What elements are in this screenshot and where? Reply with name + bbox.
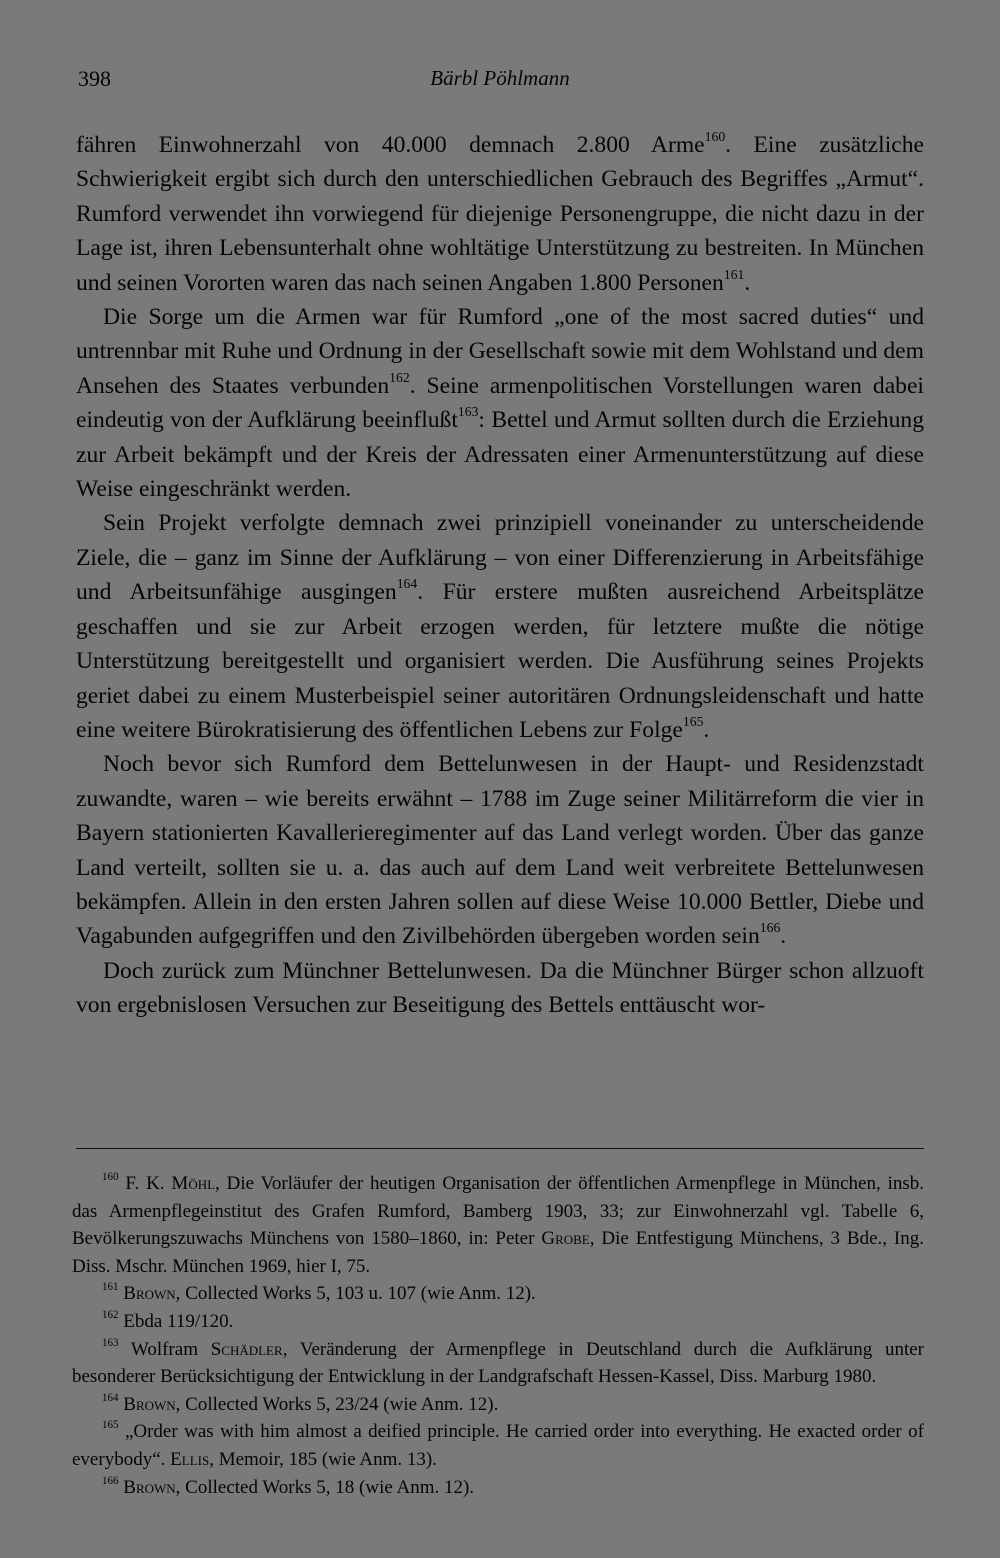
footnote-text: , Collected Works 5, 18 (wie Anm. 12). — [175, 1476, 475, 1498]
paragraph-4 — [76, 747, 924, 953]
footnote-text: , Die Vorläufer der heutigen Organisation der öffentlichen Armenpflege in München, insb. das Armenpflegeinstitut des Grafen Rumford, Bamberg 1903, 33; zur Einwohnerzahl vgl. Tabelle 6, Bevölkerungszuwachs Münchens von 1580–1860, in: Peter — [72, 1173, 924, 1250]
footnote-text: , Collected Works 5, 23/24 (wie Anm. 12). — [175, 1393, 499, 1415]
footnote-divider — [76, 1148, 924, 1149]
paragraph-3-text-c: . — [703, 716, 710, 743]
footnote-161 — [72, 1280, 924, 1308]
body-text — [76, 128, 924, 1023]
footnote-number: 163 — [102, 1336, 119, 1349]
author-name: Brown — [123, 1393, 176, 1415]
footnote-160 — [72, 1170, 924, 1280]
footnote-number: 165 — [102, 1419, 119, 1432]
footnote-number: 166 — [102, 1474, 119, 1487]
page-number: 398 — [78, 66, 111, 91]
paragraph-1-text-c: . — [744, 269, 751, 296]
author-name: Grobe — [541, 1228, 590, 1250]
running-title: Bärbl Pöhlmann — [430, 66, 570, 90]
footnote-text: , Memoir, 185 (wie Anm. 13). — [209, 1448, 437, 1470]
footnote-text: „Order was with him almost a deified principle. He carried order into everything. He exacted order of everybody“. — [72, 1421, 924, 1470]
footnote-ref-164: 164 — [396, 576, 418, 592]
footnote-162 — [72, 1308, 924, 1336]
paragraph-1-text-b: . Eine zusätzliche Schwierigkeit ergibt sich durch den unterschiedlichen Gebrauch des Begriffes „Armut“. Rumford verwendet ihn vorwiegend für diejenige Personengruppe, die nicht dazu in der Lage ist, ihren Lebensunterhalt ohne wohltätige Unterstützung zu bestreiten. In München und seinen Vororten waren das nach seinen Angaben 1.800 Personen — [76, 132, 924, 296]
paragraph-2-text-a: Die Sorge um die Armen war für Rumford „one of the most sacred duties“ und untrennbar mit Ruhe und Ordnung in der Gesellschaft sowie mit dem Wohlstand und dem Ansehen des Staates verbunden — [76, 304, 924, 399]
author-name: Brown — [123, 1283, 176, 1305]
footnote-text: , Veränderung der Armenpflege in Deutschland durch die Aufklärung unter besonderer Berücksichtigung der Entwicklung in der Landgrafschaft Hessen-Kassel, Diss. Marburg 1980. — [72, 1338, 924, 1388]
paragraph-3-text-a: Sein Projekt verfolgte demnach zwei prinzipiell voneinander zu unterscheidende Ziele, die – ganz im Sinne der Aufklärung – von einer Differenzierung in Arbeitsfähige und Arbeitsunfähige ausgingen — [76, 510, 924, 606]
footnote-text: Ebda 119/120. — [118, 1310, 234, 1332]
paragraph-4-text-a: Noch bevor sich Rumford dem Bettelunwesen in der Haupt- und Residenzstadt zuwandte, waren – wie bereits erwähnt – 1788 im Zuge seiner Militärreform die vier in Bayern stationierten Kavallerieregimenter auf das Land verlegt worden. Über das ganze Land verteilt, sollten sie u. a. das auch auf dem Land weit verbreitete Bettelunwesen bekämpfen. Allein in den ersten Jahren sollen auf diese Weise 10.000 Bettler, Diebe und Vagabunden aufgegriffen und den Zivilbehörden übergeben worden sein — [76, 751, 924, 950]
footnote-number: 160 — [102, 1171, 119, 1184]
paragraph-2 — [76, 300, 924, 506]
footnote-ref-161: 161 — [723, 266, 745, 282]
footnote-ref-160: 160 — [704, 129, 726, 145]
footnote-164 — [72, 1391, 924, 1419]
footnote-165 — [72, 1418, 924, 1473]
paragraph-5: Doch zurück zum Münchner Bettelunwesen. Da die Münchner Bürger schon allzuoft von ergebnislosen Versuchen zur Beseitigung des Bettels enttäuscht wor- — [76, 957, 924, 1019]
footnote-ref-163: 163 — [457, 404, 479, 420]
footnote-text: F. K. — [118, 1173, 172, 1194]
footnote-163 — [72, 1336, 924, 1391]
footnote-text: , Die Entfestigung Münchens, 3 Bde., Ing. Diss. Mschr. München 1969, hier I, 75. — [72, 1228, 924, 1277]
footnote-166 — [72, 1474, 924, 1502]
paragraph-1 — [76, 128, 924, 300]
paragraph-2-text-c: : Bettel und Armut sollten durch die Erziehung zur Arbeit bekämpft und der Kreis der Adressaten einer Armenunterstützung auf diese Weise eingeschränkt werden. — [76, 407, 924, 503]
footnote-ref-162: 162 — [389, 369, 410, 385]
author-name: Ellis — [170, 1448, 210, 1470]
author-name: Möhl — [171, 1173, 216, 1194]
paragraph-3-text-b: . Für erstere mußten ausreichend Arbeitsplätze geschaffen und sie zur Arbeit erzogen werden, für letztere mußte die nötige Unterstützung bereitgestellt und organisiert werden. Die Ausführung seines Projekts geriet dabei zu einem Musterbeispiel seiner autoritären Ordnungsleidenschaft und hatte eine weitere Bürokratisierung des öffentlichen Lebens zur Folge — [76, 579, 924, 743]
footnote-number: 164 — [102, 1391, 119, 1404]
footnotes — [72, 1170, 924, 1501]
footnote-ref-166: 166 — [759, 920, 781, 936]
paragraph-4-text-c: . — [780, 923, 787, 950]
footnote-number: 162 — [102, 1309, 119, 1321]
footnote-text: Wolfram — [118, 1338, 211, 1360]
footnote-ref-165: 165 — [682, 714, 704, 729]
footnote-text: , Collected Works 5, 103 u. 107 (wie Anm. 12). — [175, 1283, 536, 1305]
author-name: Brown — [123, 1476, 176, 1498]
author-name: Schädler — [210, 1338, 283, 1360]
page-header — [78, 66, 922, 96]
paragraph-3 — [76, 506, 924, 747]
paragraph-1-text-a: fähren Einwohnerzahl von 40.000 demnach 2.800 Arme — [76, 132, 705, 158]
paragraph-2-text-b: . Seine armenpolitischen Vorstellungen waren dabei eindeutig von der Aufklärung beeinflußt — [76, 372, 924, 434]
footnote-number: 161 — [102, 1281, 119, 1294]
